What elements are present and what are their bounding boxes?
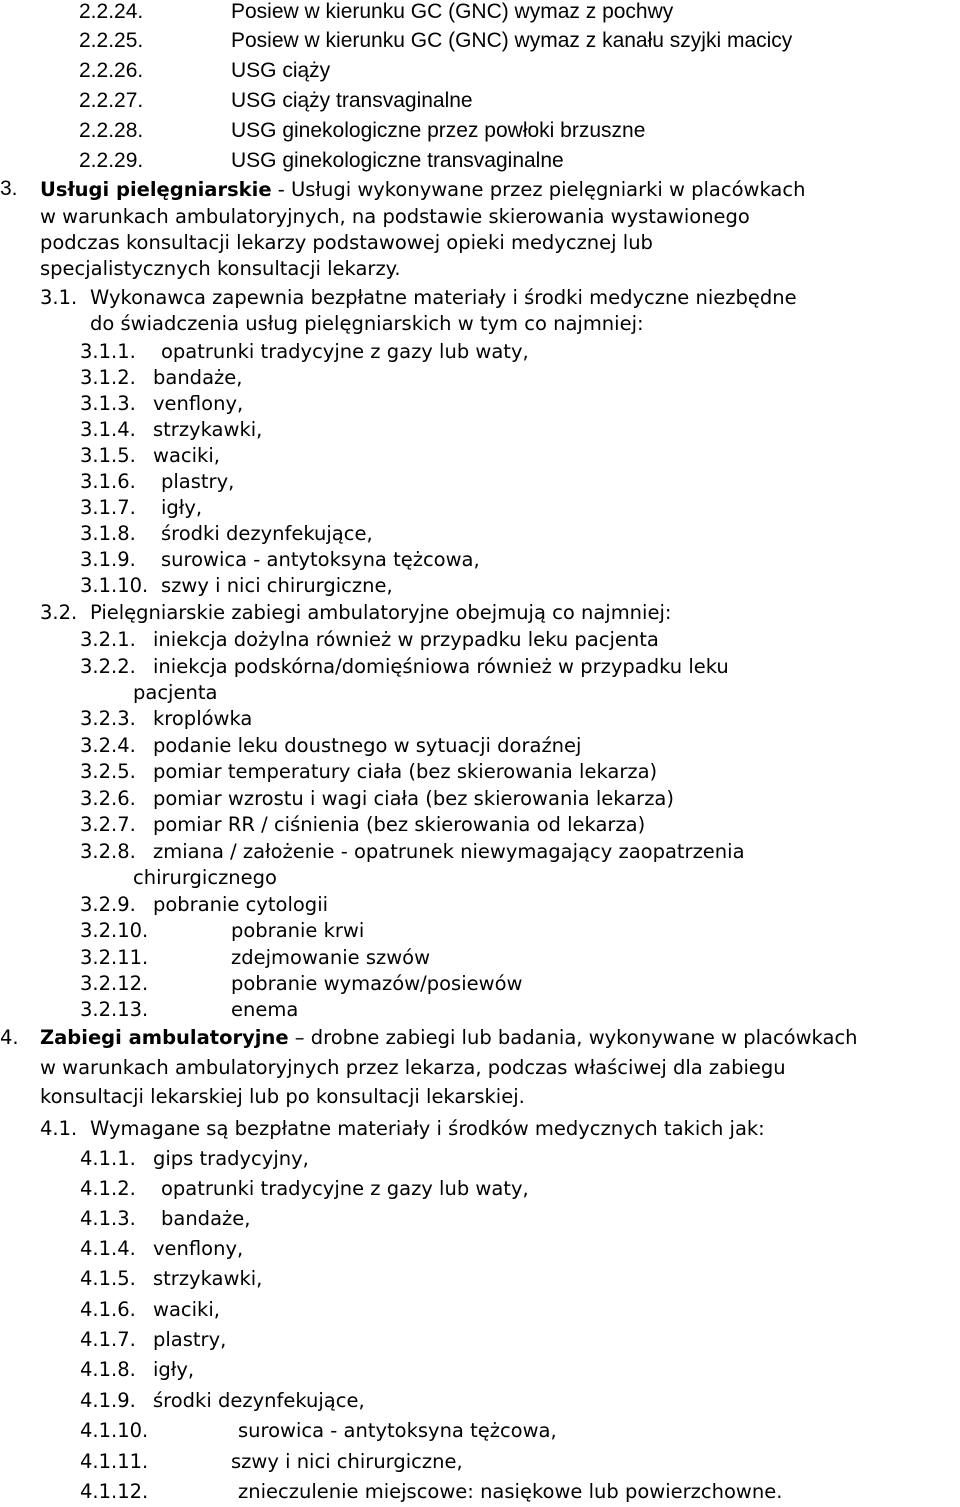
item-number: 3.2.6.: [80, 787, 136, 810]
section-4-desc-line: konsultacji lekarskiej lub po konsultacji lekarskiej.: [40, 1085, 525, 1108]
item-text: pobranie wymazów/posiewów: [231, 972, 523, 995]
section-4-desc: – drobne zabiegi lub badania, wykonywane w placówkach: [288, 1026, 858, 1049]
item-text: kroplówka: [153, 707, 253, 730]
item-number: 3.2.12.: [80, 972, 149, 995]
section-4-heading: [40, 1025, 858, 1051]
item-text: pomiar RR / ciśnienia (bez skierowania od lekarza): [153, 813, 646, 836]
item-number: 4.1.7.: [80, 1328, 136, 1351]
item-number: 4.1.9.: [80, 1389, 136, 1412]
item-text: venflony,: [153, 392, 244, 415]
item-number: 3.1.8.: [80, 522, 136, 545]
item-number: 4.1.2.: [80, 1177, 136, 1200]
item-text: Posiew w kierunku GC (GNC) wymaz z kanału szyjki macicy: [231, 29, 793, 52]
item-number: 2.2.26.: [79, 59, 144, 82]
item-text: igły,: [161, 496, 203, 519]
item-number: 3.2.3.: [80, 707, 136, 730]
item-number: 3.2.9.: [80, 893, 136, 916]
item-text: pomiar wzrostu i wagi ciała (bez skierowania lekarza): [153, 787, 674, 810]
subsection-number: 3.2.: [40, 601, 78, 624]
item-text: opatrunki tradycyjne z gazy lub waty,: [161, 1177, 529, 1200]
item-text: opatrunki tradycyjne z gazy lub waty,: [161, 340, 529, 363]
section-3-title: Usługi pielęgniarskie: [40, 178, 272, 201]
section-4-desc-line: w warunkach ambulatoryjnych przez lekarza, podczas właściwej dla zabiegu: [40, 1056, 786, 1079]
item-number: 2.2.28.: [79, 119, 144, 142]
item-number: 3.1.10.: [80, 574, 149, 597]
item-text: waciki,: [153, 1298, 220, 1321]
item-number: 3.1.3.: [80, 392, 136, 415]
item-text: gips tradycyjny,: [153, 1147, 309, 1170]
item-number: 3.1.4.: [80, 418, 136, 441]
item-text: pobranie cytologii: [153, 893, 329, 916]
item-text: pomiar temperatury ciała (bez skierowania lekarza): [153, 760, 658, 783]
item-text: bandaże,: [161, 1207, 251, 1230]
item-text: surowica - antytoksyna tężcowa,: [238, 1419, 557, 1442]
item-number: 3.1.2.: [80, 366, 136, 389]
item-text: USG ginekologiczne przez powłoki brzuszne: [231, 119, 646, 142]
item-text: zdejmowanie szwów: [231, 946, 431, 969]
subsection-text: Wykonawca zapewnia bezpłatne materiały i środki medyczne niezbędne: [90, 286, 797, 309]
item-text: iniekcja podskórna/domięśniowa również w przypadku leku: [153, 655, 729, 678]
subsection-text: Pielęgniarskie zabiegi ambulatoryjne obejmują co najmniej:: [90, 601, 672, 624]
section-3-desc: - Usługi wykonywane przez pielęgniarki w placówkach: [271, 178, 806, 201]
item-number: 4.1.10.: [80, 1419, 149, 1442]
item-text: strzykawki,: [153, 418, 263, 441]
item-number: 3.1.7.: [80, 496, 136, 519]
item-number: 3.1.1.: [80, 340, 136, 363]
item-text: USG ginekologiczne transvaginalne: [231, 149, 564, 172]
item-number: 4.1.6.: [80, 1298, 136, 1321]
item-number: 3.1.5.: [80, 444, 136, 467]
item-text: USG ciąży transvaginalne: [231, 89, 473, 112]
subsection-number: 3.1.: [40, 286, 78, 309]
item-number: 3.2.2.: [80, 655, 136, 678]
item-number: 3.2.1.: [80, 628, 136, 651]
item-number: 4.1.11.: [80, 1450, 149, 1473]
item-text: plastry,: [153, 1328, 227, 1351]
section-3-desc-line: specjalistycznych konsultacji lekarzy.: [40, 257, 401, 280]
section-3-number: 3.: [0, 177, 18, 200]
item-number: 4.1.12.: [80, 1480, 149, 1503]
item-number: 3.1.6.: [80, 470, 136, 493]
subsection-number: 4.1.: [40, 1117, 78, 1140]
item-number: 3.2.7.: [80, 813, 136, 836]
item-text: USG ciąży: [231, 59, 331, 82]
item-number: 3.2.11.: [80, 946, 149, 969]
item-text: igły,: [153, 1358, 195, 1381]
item-text: venflony,: [153, 1237, 244, 1260]
item-text: szwy i nici chirurgiczne,: [161, 574, 393, 597]
item-text: środki dezynfekujące,: [153, 1389, 365, 1412]
item-text: strzykawki,: [153, 1267, 263, 1290]
item-text: waciki,: [153, 444, 220, 467]
section-3-heading: [40, 177, 805, 203]
item-text: plastry,: [161, 470, 235, 493]
section-4-title: Zabiegi ambulatoryjne: [40, 1026, 289, 1049]
item-number: 3.2.13.: [80, 998, 149, 1021]
item-number: 4.1.8.: [80, 1358, 136, 1381]
item-text: enema: [231, 998, 299, 1021]
item-number: 2.2.25.: [79, 29, 144, 52]
item-text-cont: pacjenta: [133, 681, 218, 704]
item-text: surowica - antytoksyna tężcowa,: [161, 548, 480, 571]
item-text: pobranie krwi: [231, 919, 365, 942]
section-3-desc-line: podczas konsultacji lekarzy podstawowej opieki medycznej lub: [40, 231, 653, 254]
item-text: bandaże,: [153, 366, 243, 389]
item-text: środki dezynfekujące,: [161, 522, 373, 545]
item-text: zmiana / założenie - opatrunek niewymagający zaopatrzenia: [153, 840, 745, 863]
subsection-text-cont: do świadczenia usług pielęgniarskich w tym co najmniej:: [90, 312, 644, 335]
item-number: 4.1.1.: [80, 1147, 136, 1170]
item-number: 2.2.29.: [79, 149, 144, 172]
item-number: 2.2.24.: [79, 0, 144, 23]
item-text: iniekcja dożylna również w przypadku leku pacjenta: [153, 628, 659, 651]
section-3-desc-line: w warunkach ambulatoryjnych, na podstawie skierowania wystawionego: [40, 205, 750, 228]
item-number: 3.2.5.: [80, 760, 136, 783]
item-text: Posiew w kierunku GC (GNC) wymaz z pochwy: [231, 0, 674, 23]
item-number: 3.2.10.: [80, 919, 149, 942]
item-number: 4.1.5.: [80, 1267, 136, 1290]
item-text-cont: chirurgicznego: [133, 866, 277, 889]
item-number: 3.2.8.: [80, 840, 136, 863]
item-number: 4.1.3.: [80, 1207, 136, 1230]
item-text: znieczulenie miejscowe: nasiękowe lub powierzchowne.: [238, 1480, 783, 1503]
item-number: 2.2.27.: [79, 89, 144, 112]
item-number: 3.1.9.: [80, 548, 136, 571]
item-number: 3.2.4.: [80, 734, 136, 757]
item-number: 4.1.4.: [80, 1237, 136, 1260]
item-text: szwy i nici chirurgiczne,: [231, 1450, 463, 1473]
subsection-text: Wymagane są bezpłatne materiały i środków medycznych takich jak:: [90, 1117, 765, 1140]
item-text: podanie leku doustnego w sytuacji doraźnej: [153, 734, 582, 757]
section-4-number: 4.: [0, 1026, 19, 1049]
